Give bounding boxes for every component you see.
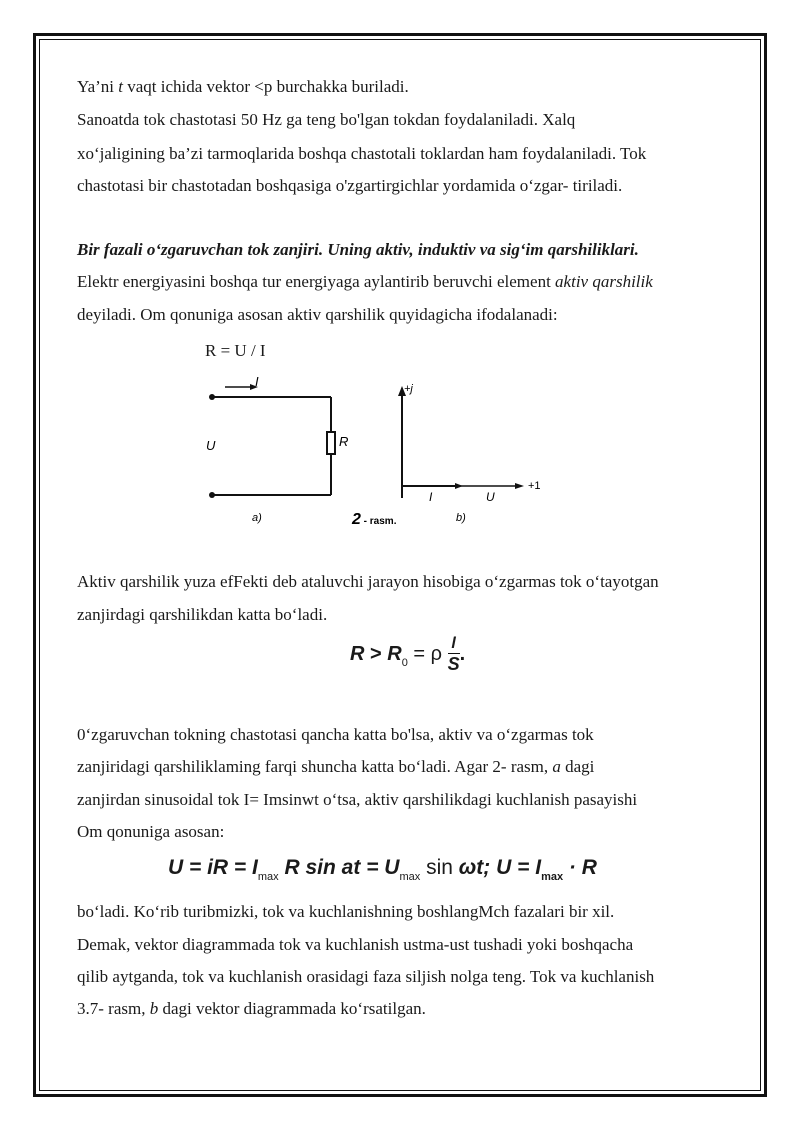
paragraph-line: Aktiv qarshilik yuza efFekti deb ataluvchi jarayon hisobiga o‘zgarmas tok o‘tayotgan	[77, 572, 659, 591]
page-border-inner	[39, 39, 761, 1091]
axis-j-label: +j	[404, 383, 413, 395]
paragraph-line: zanjirdagi qarshilikdan katta bo‘ladi.	[77, 605, 328, 624]
figure-label-a: a)	[252, 512, 262, 524]
paragraph-line: Elektr energiyasini boshqa tur energiyaga aylantirib beruvchi element aktiv qarshilik	[77, 272, 653, 291]
paragraph-line: zanjiridagi qarshiliklaming farqi shuncha katta bo‘ladi. Agar 2- rasm, a dagi	[77, 757, 595, 776]
formula-resistance-inequality: $R > R_0 = \rho$ $\frac{l}{S}$ .	[350, 635, 466, 674]
voltage-label: U	[206, 438, 216, 453]
section-heading: Bir fazali o‘zgaruvchan tok zanjiri. Uning aktiv, induktiv va sig‘im qarshiliklari.	[77, 240, 639, 259]
resistor-label: R	[339, 434, 349, 449]
paragraph-line: Demak, vektor diagrammada tok va kuchlanish ustma-ust tushadi yoki boshqacha	[77, 935, 634, 954]
current-label: I	[255, 374, 259, 389]
axis-1-label: +1	[528, 480, 541, 492]
fraction: $\frac{l}{S}$	[447, 635, 460, 674]
vector-i-label: I	[429, 490, 433, 504]
paragraph-line: Sanoatda tok chastotasi 50 Hz ga teng bo'lgan tokdan foydalaniladi. Xalq	[77, 110, 576, 129]
paragraph-line: 0‘zgaruvchan tokning chastotasi qancha katta bo'lsa, aktiv va o‘zgarmas tok	[77, 725, 594, 744]
paragraph-line: Om qonuniga asosan:	[77, 822, 225, 841]
paragraph-line: zanjirdan sinusoidal tok I= Imsinwt o‘tsa, aktiv qarshilikdagi kuchlanish pasayishi	[77, 790, 638, 809]
paragraph-line: chastotasi bir chastotadan boshqasiga o'zgartirgichlar yordamida o‘zgar- tiriladi.	[77, 176, 623, 195]
paragraph-line: Ya’ni t vaqt ichida vektor <p burchakka buriladi.	[77, 77, 409, 96]
paragraph-line: bo‘ladi. Ko‘rib turibmizki, tok va kuchlanishning boshlangMch fazalari bir xil.	[77, 902, 615, 921]
formula-voltage-drop: U = iR = $I_{max}$ R sin at = $U_{max}$ sin ωt; $U = I_{max} \cdot R$	[168, 856, 597, 883]
terminal-bottom	[209, 492, 215, 498]
vector-u-label: U	[486, 490, 495, 504]
figure-label-b: b)	[456, 512, 466, 524]
paragraph-line: deyiladi. Om qonuniga asosan aktiv qarshilik quyidagicha ifodalanadi:	[77, 305, 558, 324]
terminal-top	[209, 394, 215, 400]
formula-ohm: R = U / I	[205, 341, 266, 360]
paragraph-line: qilib aytganda, tok va kuchlanish orasidagi faza siljish nolga teng. Tok va kuchlanish	[77, 967, 655, 986]
paragraph-line: xo‘jaligining ba’zi tarmoqlarida boshqa chastotali toklardan ham foydalaniladi. Tok	[77, 144, 647, 163]
figure-circuit-diagram	[190, 368, 560, 533]
paragraph-line: 3.7- rasm, b dagi vektor diagrammada ko‘rsatilgan.	[77, 999, 426, 1018]
figure-caption: 2 - rasm.	[352, 511, 397, 528]
